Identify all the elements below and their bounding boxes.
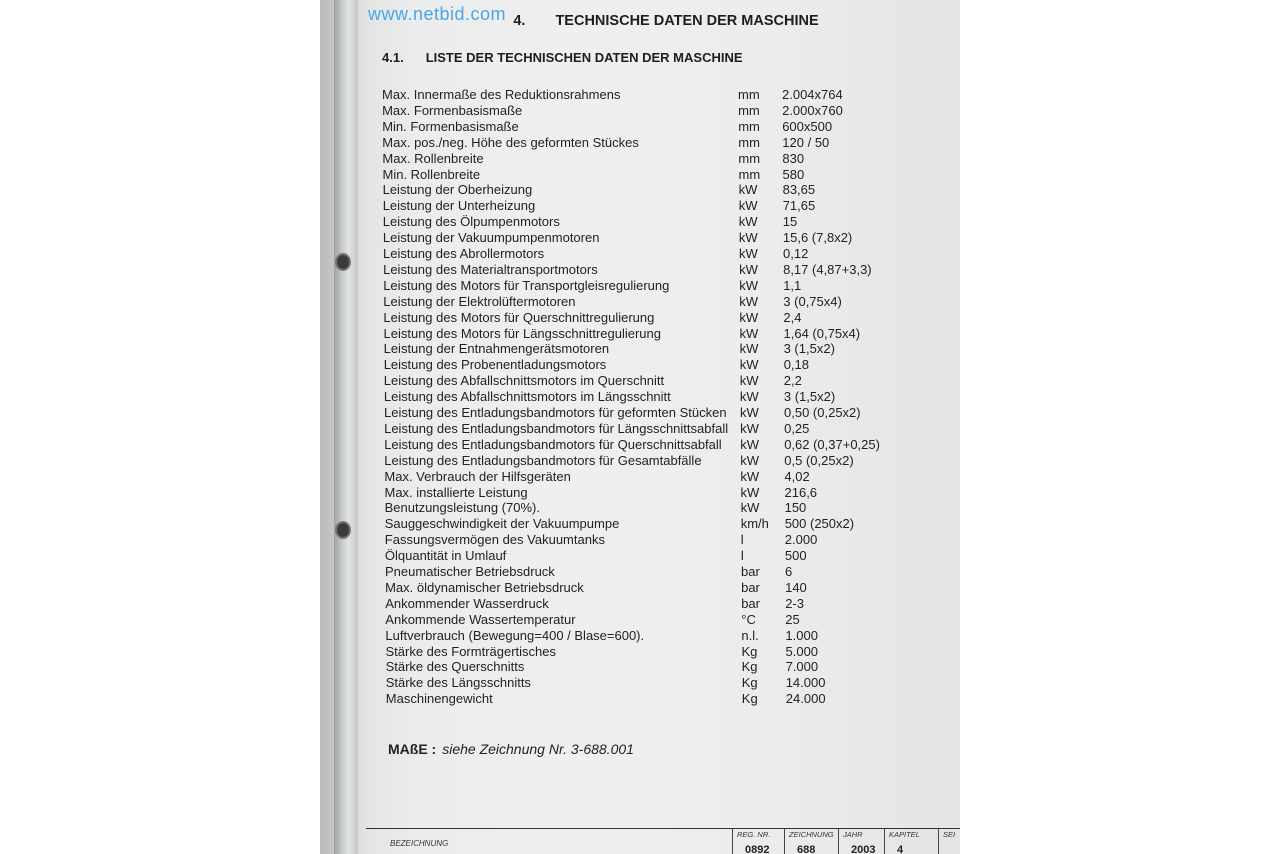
spec-unit: Kg xyxy=(741,643,758,659)
spec-value: 140 xyxy=(785,579,807,595)
footer-header-jahr: JAHR xyxy=(843,830,863,839)
chapter-title: TECHNISCHE DATEN DER MASCHINE xyxy=(555,13,819,29)
spec-label: Sauggeschwindigkeit der Vakuumpumpe xyxy=(384,516,620,532)
spec-unit: kW xyxy=(740,452,760,468)
spec-unit: mm xyxy=(738,150,761,166)
spec-value: 2,4 xyxy=(783,309,802,325)
spec-value: 4,02 xyxy=(784,468,810,484)
spec-unit: kW xyxy=(739,277,758,293)
spec-value: 600x500 xyxy=(782,118,833,134)
spec-value: 3 (0,75x4) xyxy=(783,293,842,309)
spec-label: Leistung des Ölpumpenmotors xyxy=(382,214,560,230)
spec-unit: kW xyxy=(739,373,759,389)
footer-value-jahr: 2003 xyxy=(851,844,876,854)
spec-label: Leistung der Elektrolüftermotoren xyxy=(383,293,576,309)
spec-label: Pneumatischer Betriebsdruck xyxy=(385,564,555,579)
footer-value-reg: 0892 xyxy=(745,844,770,854)
spec-value: 0,50 (0,25x2) xyxy=(784,405,861,420)
spec-unit: kW xyxy=(739,309,759,325)
spec-unit: km/h xyxy=(740,516,769,532)
spec-value: 2,2 xyxy=(783,373,802,389)
spec-value: 120 / 50 xyxy=(782,134,830,150)
spec-label: Leistung der Oberheizung xyxy=(382,182,533,198)
footer-header-zeichnung: ZEICHNUNG xyxy=(789,830,834,839)
spec-label: Max. Rollenbreite xyxy=(382,150,484,166)
spec-value: 15,6 (7,8x2) xyxy=(782,230,853,246)
document-photo xyxy=(320,0,960,854)
spec-value: 0,62 (0,37+0,25) xyxy=(784,436,880,452)
spec-value: 5.000 xyxy=(785,643,819,659)
spec-label: Max. Innermaße des Reduktionsrahmens xyxy=(382,87,621,102)
footer-cell-reg xyxy=(732,829,785,854)
spec-value: 71,65 xyxy=(782,198,816,214)
spec-value: 580 xyxy=(782,166,805,182)
spec-value: 216,6 xyxy=(784,484,818,500)
spec-unit: bar xyxy=(741,595,760,611)
spec-label: Leistung des Abfallschnittsmotors im Querschnitt xyxy=(383,373,665,389)
spec-unit: kW xyxy=(738,214,758,230)
spec-unit: kW xyxy=(740,468,760,484)
spec-unit: kW xyxy=(738,182,758,198)
spec-unit: mm xyxy=(738,166,761,182)
spec-unit: kW xyxy=(740,500,760,516)
spec-unit: kW xyxy=(740,484,760,500)
dimensions-text: siehe Zeichnung Nr. 3-688.001 xyxy=(442,741,634,757)
footer-header-kapitel: KAPITEL xyxy=(889,830,920,839)
spec-unit: mm xyxy=(738,134,760,150)
spec-label: Stärke des Querschnitts xyxy=(385,659,525,675)
spec-label: Leistung des Entladungsbandmotors für Gesamtabfälle xyxy=(384,452,702,468)
spec-value: 0,12 xyxy=(783,246,809,261)
spec-unit: l xyxy=(740,532,744,548)
spec-value: 500 xyxy=(784,548,807,564)
right-background xyxy=(960,0,1280,854)
spec-unit: n.l. xyxy=(741,627,759,643)
watermark: www.netbid.com xyxy=(368,4,507,24)
spec-unit: mm xyxy=(738,102,760,118)
spec-label: Ankommende Wassertemperatur xyxy=(385,611,576,627)
left-background xyxy=(0,0,320,854)
title-block xyxy=(366,828,960,854)
spec-label: Max. pos./neg. Höhe des geformten Stückes xyxy=(382,134,639,150)
footer-cell-jahr xyxy=(838,829,885,854)
spec-value: 1,1 xyxy=(783,277,802,293)
spec-unit: l xyxy=(740,548,744,564)
spec-value: 3 (1,5x2) xyxy=(783,341,835,357)
spec-value: 830 xyxy=(782,150,805,166)
spec-unit: kW xyxy=(739,389,759,405)
spec-unit: kW xyxy=(738,230,758,246)
spec-label: Leistung des Probenentladungsmotors xyxy=(383,357,607,373)
footer-value-kapitel: 4 xyxy=(897,844,904,854)
spec-value: 1.000 xyxy=(785,627,818,643)
footer-header-reg: REG. NR. xyxy=(737,830,771,839)
spec-label: Min. Rollenbreite xyxy=(382,166,481,182)
spec-value: 500 (250x2) xyxy=(784,516,855,532)
spec-label: Maschinengewicht xyxy=(385,691,493,707)
spec-label: Ankommender Wasserdruck xyxy=(385,595,549,611)
spec-label: Benutzungsleistung (70%). xyxy=(384,500,540,516)
spec-label: Max. öldynamischer Betriebsdruck xyxy=(385,579,584,595)
page-title xyxy=(366,13,960,29)
spec-unit: Kg xyxy=(741,675,758,691)
spec-label: Leistung des Entladungsbandmotors für Querschnittsabfall xyxy=(384,436,722,452)
spec-value: 14.000 xyxy=(785,675,826,691)
spec-label: Leistung des Entladungsbandmotors für geformten Stücken xyxy=(384,405,727,420)
spec-unit: kW xyxy=(739,341,759,357)
spec-label: Leistung des Abfallschnittsmotors im Längsschnitt xyxy=(383,389,671,405)
spec-unit: kW xyxy=(739,325,759,341)
spec-value: 15 xyxy=(782,214,798,230)
footer-cell-zeichnung xyxy=(784,829,839,854)
spec-value: 0,5 (0,25x2) xyxy=(784,452,854,468)
chapter-number: 4. xyxy=(513,13,526,29)
spec-unit: kW xyxy=(739,261,758,277)
spec-unit: bar xyxy=(741,579,760,595)
spec-unit: Kg xyxy=(741,691,758,707)
spec-value: 8,17 (4,87+3,3) xyxy=(783,261,872,277)
spec-label: Luftverbrauch (Bewegung=400 / Blase=600). xyxy=(385,627,645,643)
spec-value: 1,64 (0,75x4) xyxy=(783,325,861,341)
spec-label: Leistung des Entladungsbandmotors für Längsschnittsabfall xyxy=(384,420,729,436)
spec-label: Leistung des Motors für Querschnittregulierung xyxy=(383,309,655,325)
spec-label: Stärke des Längsschnitts xyxy=(385,675,531,691)
dimensions-label: MAßE : xyxy=(388,741,437,757)
spec-label: Leistung der Vakuumpumpenmotoren xyxy=(382,230,600,246)
spec-label: Leistung des Motors für Längsschnittregulierung xyxy=(383,325,661,341)
footer-header-seite: SEI xyxy=(943,830,956,839)
spec-value: 150 xyxy=(784,500,807,516)
spec-value: 3 (1,5x2) xyxy=(783,389,836,405)
spec-label: Fassungsvermögen des Vakuumtanks xyxy=(384,532,605,548)
document-page xyxy=(366,0,960,854)
spec-unit: kW xyxy=(739,293,759,309)
spec-unit: kW xyxy=(738,198,758,214)
spec-value: 0,25 xyxy=(784,420,810,436)
spec-value: 0,18 xyxy=(783,357,809,373)
spec-label: Stärke des Formträgertisches xyxy=(385,643,557,659)
spec-unit: kW xyxy=(740,436,759,452)
spec-label: Min. Formenbasismaße xyxy=(382,118,519,134)
spec-label: Leistung des Motors für Transportgleisregulierung xyxy=(383,277,670,293)
section-title-text: LISTE DER TECHNISCHEN DATEN DER MASCHINE xyxy=(425,50,743,65)
spec-value: 2.004x764 xyxy=(782,87,843,102)
spec-value: 25 xyxy=(785,611,800,627)
spec-label: Leistung des Materialtransportmotors xyxy=(383,261,598,277)
spec-unit: kW xyxy=(740,405,759,420)
footer-cell-kapitel xyxy=(884,829,939,854)
spec-unit: mm xyxy=(738,118,760,134)
spec-label: Leistung der Unterheizung xyxy=(382,198,536,214)
spec-label: Leistung der Entnahmengerätsmotoren xyxy=(383,341,610,357)
section-number: 4.1. xyxy=(382,50,404,65)
spec-unit: kW xyxy=(740,420,759,436)
spec-value: 2.000x760 xyxy=(782,102,843,118)
spec-label: Ölquantität in Umlauf xyxy=(384,548,507,564)
spec-unit: kW xyxy=(739,357,759,373)
footer-bezeichnung: BEZEICHNUNG xyxy=(390,839,449,848)
spec-value: 83,65 xyxy=(782,182,816,198)
spec-label: Max. Formenbasismaße xyxy=(382,102,523,118)
footer-cell-seite xyxy=(938,829,960,854)
spec-unit: mm xyxy=(738,87,760,102)
spec-label: Max. Verbrauch der Hilfsgeräten xyxy=(384,468,571,484)
spec-value: 7.000 xyxy=(785,659,819,675)
binder-ring-top xyxy=(337,255,349,269)
binder-spine xyxy=(334,0,358,854)
spec-unit: °C xyxy=(741,611,756,627)
spec-label: Leistung des Abrollermotors xyxy=(383,246,545,261)
spec-unit: Kg xyxy=(741,659,758,675)
section-title xyxy=(382,50,743,65)
dimensions-note xyxy=(388,741,634,757)
spec-value: 6 xyxy=(785,564,793,579)
binder-ring-bottom xyxy=(337,523,349,537)
spec-value: 2.000 xyxy=(784,532,818,548)
spec-value: 2-3 xyxy=(785,595,804,611)
spec-value: 24.000 xyxy=(785,691,826,707)
spec-unit: bar xyxy=(741,564,760,579)
footer-value-zeichnung: 688 xyxy=(797,844,816,854)
spec-unit: kW xyxy=(739,246,758,261)
spec-label: Max. installierte Leistung xyxy=(384,484,528,500)
